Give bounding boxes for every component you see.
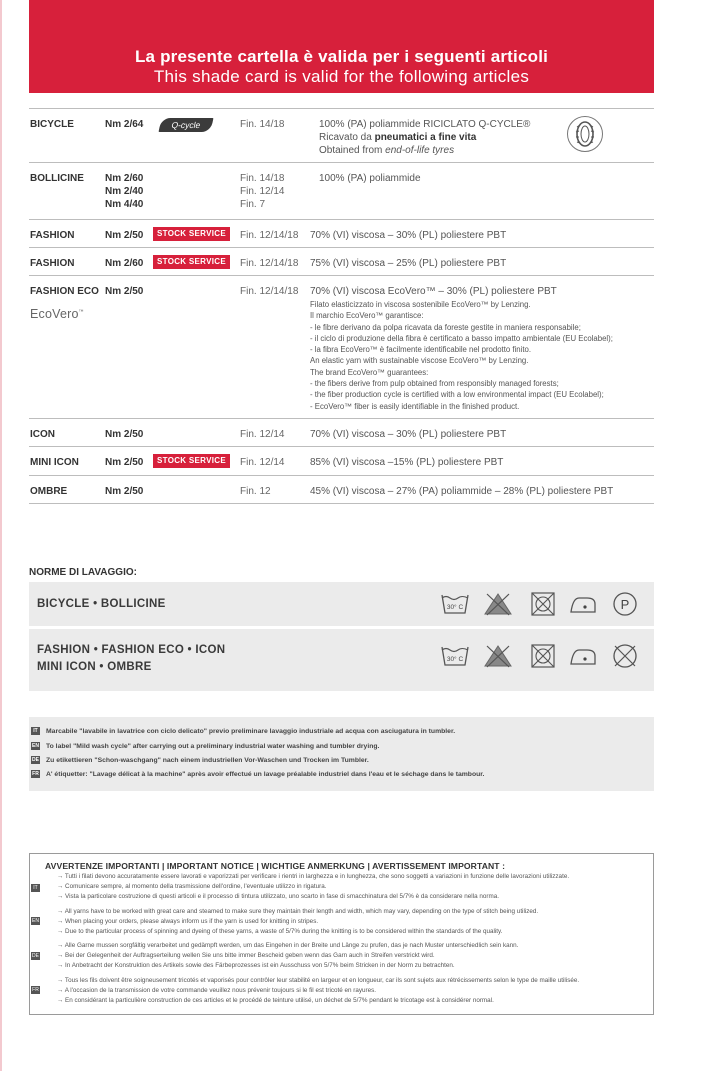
notice-line: → A l'occasion de la transmission de votre commande veuillez nous prévenir toujours si le fil est tricoté en rayures. <box>57 987 376 994</box>
ecovero-description: Filato elasticizzato in viscosa sostenibile EcoVero™ by Lenzing. Il marchio EcoVero™ garantisce: - le fibre derivano da polpa ricavata da foreste gestite in maniera responsabile; - il ciclo di produzione della fibra è certificato a basso impatto ambientale (EU Ecolabel); - la fibra EcoVero™ è facilmente identificabile nel prodotto finito. An elastic yarn with sustainable viscose EcoVero™ by Lenzing. The brand EcoVero™ guarantees: - the fibers derive from pulp obtained from responsibly managed forests; - the fiber production cycle is certified with a low environmental impact (EU Ecolabel); - EcoVero™ fiber is easily identifiable in the finished product. <box>310 300 613 411</box>
flag-fr: FR <box>32 987 39 993</box>
washing-group-label: BICYCLE • BOLLICINE <box>37 598 166 610</box>
article-composition: 70% (VI) viscosa – 30% (PL) poliestere PBT <box>310 429 507 440</box>
header-title-en: This shade card is valid for the following articles <box>153 67 530 86</box>
tyre-icon <box>566 115 604 153</box>
article-row-fashion-eco <box>29 275 654 418</box>
svg-text:30° C: 30° C <box>446 656 464 663</box>
important-notice-box <box>29 853 654 1015</box>
washing-title: NORME DI LAVAGGIO: <box>29 567 137 578</box>
article-row-ombre <box>29 475 654 504</box>
no-dry-clean-icon <box>611 644 639 668</box>
article-composition: 100% (PA) poliammide <box>319 173 421 184</box>
svg-text:30° C: 30° C <box>446 604 464 611</box>
article-name: MINI ICON <box>30 457 79 468</box>
article-name: FASHION ECO <box>30 286 99 297</box>
articles-table <box>29 108 654 504</box>
article-name: FASHION <box>30 230 75 241</box>
article-count: Nm 2/50 <box>105 286 144 297</box>
article-row-fashion-250 <box>29 219 654 247</box>
article-name: OMBRE <box>30 486 68 497</box>
care-note-de: DE Zu etikettieren "Schon-waschgang" nach einem industriellen Vor-Waschen und Trocken im Tumbler. <box>32 756 369 764</box>
article-count: Nm 2/50 <box>105 230 144 241</box>
flag-de: DE <box>32 953 39 959</box>
notice-line: → En considérant la particulière construction de ces articles et le procédé de teinture utilisé, un déchet de 5/7% pendant le tricotage est à considérer normal. <box>57 997 494 1004</box>
article-composition: 45% (VI) viscosa – 27% (PA) poliammide – 28% (PL) poliestere PBT <box>310 486 614 497</box>
svg-text:P: P <box>620 597 630 612</box>
notice-line: → All yarns have to be worked with great care and steamed to make sure they maintain their length and width, which may vary, depending on the type of stitch being utilized. <box>57 908 539 915</box>
care-note-fr: FR A' étiquetter: "Lavage délicat à la machine" après avoir effectué un lavage préalable industriel dans l'eau et le séchage dans le tambour. <box>32 770 485 778</box>
notice-line: → Tous les fils doivent être soigneusement tricotés et vaporisés pour contrôler leur stabilité en largeur et en longueur, car ils sont sujets aux rétrécissements selon le type de maille utilisée. <box>57 977 580 984</box>
article-composition: 70% (VI) viscosa – 30% (PL) poliestere PBT <box>310 230 507 241</box>
article-composition: 75% (VI) viscosa – 25% (PL) poliestere PBT <box>310 258 507 269</box>
article-composition: 70% (VI) viscosa EcoVero™ – 30% (PL) poliestere PBT <box>310 286 557 297</box>
header-banner <box>29 0 654 93</box>
article-row-bicycle <box>29 108 654 162</box>
notice-title: AVVERTENZE IMPORTANTI | IMPORTANT NOTICE | WICHTIGE ANMERKUNG | AVERTISSEMENT IMPORTANT : <box>45 861 506 871</box>
article-fineness: Fin. 12 <box>240 486 271 497</box>
article-name: BICYCLE <box>30 119 74 130</box>
washing-group-2 <box>29 629 654 691</box>
article-composition: 85% (VI) viscosa –15% (PL) poliestere PBT <box>310 457 504 468</box>
q-cycle-logo: Q-cycle <box>159 118 214 132</box>
notice-line: → Comunicare sempre, al momento della trasmissione dell'ordine, l'eventuale utilizzo in rigatura. <box>57 883 327 890</box>
header-title-it: La presente cartella è valida per i seguenti articoli <box>134 47 549 66</box>
article-fineness: Fin. 14/18 Fin. 12/14 Fin. 7 <box>240 173 285 210</box>
article-row-bollicine <box>29 162 654 219</box>
iron-low-icon <box>569 644 597 668</box>
article-row-mini-icon <box>29 446 654 475</box>
article-row-icon <box>29 418 654 446</box>
no-bleach-icon <box>484 644 512 668</box>
care-note-en: EN To label "Mild wash cycle" after carrying out a preliminary industrial water washing and tumbler drying. <box>32 742 380 750</box>
iron-low-icon <box>569 592 597 616</box>
flag-it: IT <box>31 884 40 892</box>
article-row-fashion-260 <box>29 247 654 275</box>
no-tumble-dry-icon <box>529 592 557 616</box>
article-name: FASHION <box>30 258 75 269</box>
notice-line: → Alle Garne mussen sorgfältig verarbeitet und gedämpft werden, um das Eingehen in der Breite und Länge zu prufen, das je nach Muster unterschiedlich sein kann. <box>57 942 519 949</box>
article-count: Nm 2/64 <box>105 119 144 130</box>
article-name: BOLLICINE <box>30 173 84 184</box>
wash-30-icon <box>441 644 469 668</box>
article-count: Nm 2/60 <box>105 258 144 269</box>
stock-service-badge: STOCK SERVICE <box>153 454 230 468</box>
washing-group-1 <box>29 582 654 626</box>
article-count: Nm 2/60 Nm 2/40 Nm 4/40 <box>105 173 144 210</box>
article-count: Nm 2/50 <box>105 457 144 468</box>
notice-line: → In Anbetracht der Konstruktion des Artikels sowie des Färbeprozesses ist ein Ausschuss von 5/7% beim Stricken in der Norm zu betrachten. <box>57 962 455 969</box>
article-name: ICON <box>30 429 55 440</box>
article-fineness: Fin. 12/14 <box>240 429 285 440</box>
article-count: Nm 2/50 <box>105 429 144 440</box>
wash-30-icon <box>441 592 469 616</box>
washing-group-label: FASHION • FASHION ECO • ICON MINI ICON • OMBRE <box>37 644 226 673</box>
article-fineness: Fin. 12/14/18 <box>240 230 299 241</box>
no-bleach-icon <box>484 592 512 616</box>
article-fineness: Fin. 12/14 <box>240 457 285 468</box>
article-count: Nm 2/50 <box>105 486 144 497</box>
article-fineness: Fin. 14/18 <box>240 119 285 130</box>
care-note-it: IT Marcabile "lavabile in lavatrice con ciclo delicato" previo preliminare lavaggio industriale ad acqua con asciugatura in tumbler. <box>31 727 455 735</box>
no-tumble-dry-icon <box>529 644 557 668</box>
ecovero-logo: EcoVero™ <box>30 307 84 321</box>
notice-line: → Due to the particular process of spinning and dyeing of these yarns, a waste of 5/7% during the knitting is to be considered within the standards of the quality. <box>57 928 503 935</box>
care-notes <box>29 717 654 791</box>
notice-line: → Tutti i filati devono accuratamente essere lavorati e vaporizzati per verificare i rientri in larghezza e in lunghezza, che sono soggetti a variazioni in funzione delle lavorazioni utilizzate. <box>57 873 570 880</box>
notice-line: → When placing your orders, please always inform us if the yarn is used for knitting in stripes. <box>57 918 319 925</box>
article-composition: 100% (PA) poliammide RICICLATO Q-CYCLE® Ricavato da pneumatici a fine vita Obtained from end-of-life tyres <box>319 119 531 156</box>
notice-line: → Bei der Gelegenheit der Auftragserteilung wellen Sie uns bitte immer Bescheid geben wenn das Garn auch in Streifen verstrickt wird. <box>57 952 435 959</box>
stock-service-badge: STOCK SERVICE <box>153 255 230 269</box>
article-fineness: Fin. 12/14/18 <box>240 258 299 269</box>
article-fineness: Fin. 12/14/18 <box>240 286 299 297</box>
flag-en: EN <box>32 918 39 924</box>
notice-line: → Vista la particolare costruzione di questi articoli e il processo di tintura utilizzato, uno scarto in fase di smacchinatura del 5/7% è da considerare nella norma. <box>57 893 499 900</box>
left-margin-line <box>0 0 2 1071</box>
stock-service-badge: STOCK SERVICE <box>153 227 230 241</box>
dry-clean-p-icon <box>611 592 639 616</box>
